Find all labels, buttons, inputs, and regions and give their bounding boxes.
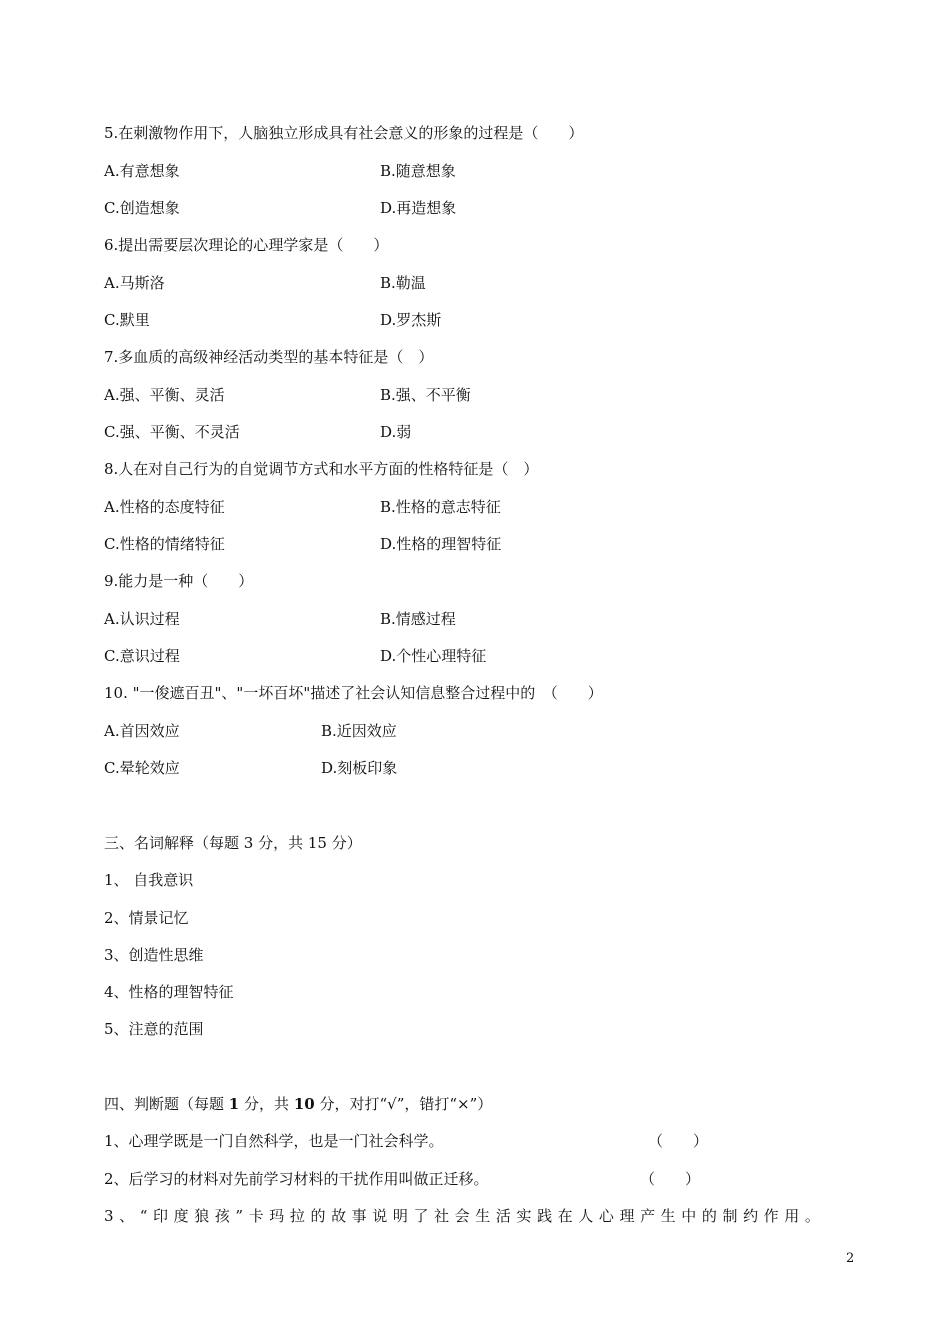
question-9-option-d: D.个性心理特征 <box>380 647 487 665</box>
question-7-option-d: D.弱 <box>380 423 412 441</box>
question-7-option-b: B.强、不平衡 <box>380 386 471 404</box>
question-6-stem: 6.提出需要层次理论的心理学家是（ ） <box>104 236 389 254</box>
question-10-stem: 10. "一俊遮百丑"、"一坏百坏"描述了社会认知信息整合过程中的 （ ） <box>104 684 603 702</box>
term-item-3: 3、创造性思维 <box>104 946 204 964</box>
question-10-option-c: C.晕轮效应 <box>104 759 180 777</box>
question-9-stem: 9.能力是一种（ ） <box>104 572 254 590</box>
question-5-option-b: B.随意想象 <box>380 162 456 180</box>
question-6-option-b: B.勒温 <box>380 274 426 292</box>
question-7-option-c: C.强、平衡、不灵活 <box>104 423 240 441</box>
question-8-option-b: B.性格的意志特征 <box>380 498 501 516</box>
question-7-stem: 7.多血质的高级神经活动类型的基本特征是（ ） <box>104 348 434 366</box>
question-8-option-d: D.性格的理智特征 <box>380 535 502 553</box>
question-5-option-a: A.有意想象 <box>104 162 180 180</box>
question-8-option-c: C.性格的情绪特征 <box>104 535 225 553</box>
question-6-option-d: D.罗杰斯 <box>380 311 442 329</box>
question-8-stem: 8.人在对自己行为的自觉调节方式和水平方面的性格特征是（ ） <box>104 460 539 478</box>
question-10-option-b: B.近因效应 <box>321 722 397 740</box>
term-item-1: 1、 自我意识 <box>104 871 194 889</box>
section-4-title-num-2: 10 <box>293 1095 315 1113</box>
question-7-option-a: A.强、平衡、灵活 <box>104 386 225 404</box>
question-6-option-a: A.马斯洛 <box>104 274 165 292</box>
page-number: 2 <box>846 1251 855 1266</box>
question-10-option-d: D.刻板印象 <box>321 759 398 777</box>
section-3-title: 三、名词解释（每题 3 分，共 15 分） <box>104 834 362 852</box>
term-item-4: 4、性格的理智特征 <box>104 983 234 1001</box>
question-8-option-a: A.性格的态度特征 <box>104 498 225 516</box>
judge-item-2: 2、后学习的材料对先前学习材料的干扰作用叫做正迁移。 <box>104 1170 489 1188</box>
question-5-stem: 5.在刺激物作用下，人脑独立形成具有社会意义的形象的过程是（ ） <box>104 124 584 142</box>
section-4-title-part-b: 分，共 <box>244 1095 290 1113</box>
term-item-2: 2、情景记忆 <box>104 909 189 927</box>
question-9-option-c: C.意识过程 <box>104 647 180 665</box>
judge-item-2-blank: （ ） <box>640 1170 701 1188</box>
question-9-option-b: B.情感过程 <box>380 610 456 628</box>
judge-item-1-blank: （ ） <box>648 1132 709 1150</box>
section-4-title-part-a: 四、判断题（每题 <box>104 1095 225 1113</box>
question-5-option-d: D.再造想象 <box>380 199 457 217</box>
section-4-title-num-1: 1 <box>228 1095 240 1113</box>
question-10-option-a: A.首因效应 <box>104 722 180 740</box>
judge-item-1: 1、心理学既是一门自然科学，也是一门社会科学。 <box>104 1132 444 1150</box>
section-4-title <box>104 1094 492 1114</box>
judge-item-3: 3、“印度狼孩”卡玛拉的故事说明了社会生活实践在人心理产生中的制约作用。 <box>104 1207 826 1225</box>
term-item-5: 5、注意的范围 <box>104 1020 204 1038</box>
question-5-option-c: C.创造想象 <box>104 199 180 217</box>
question-9-option-a: A.认识过程 <box>104 610 180 628</box>
section-4-title-part-c: 分，对打“√”，错打“×”） <box>319 1095 493 1113</box>
question-6-option-c: C.默里 <box>104 311 150 329</box>
